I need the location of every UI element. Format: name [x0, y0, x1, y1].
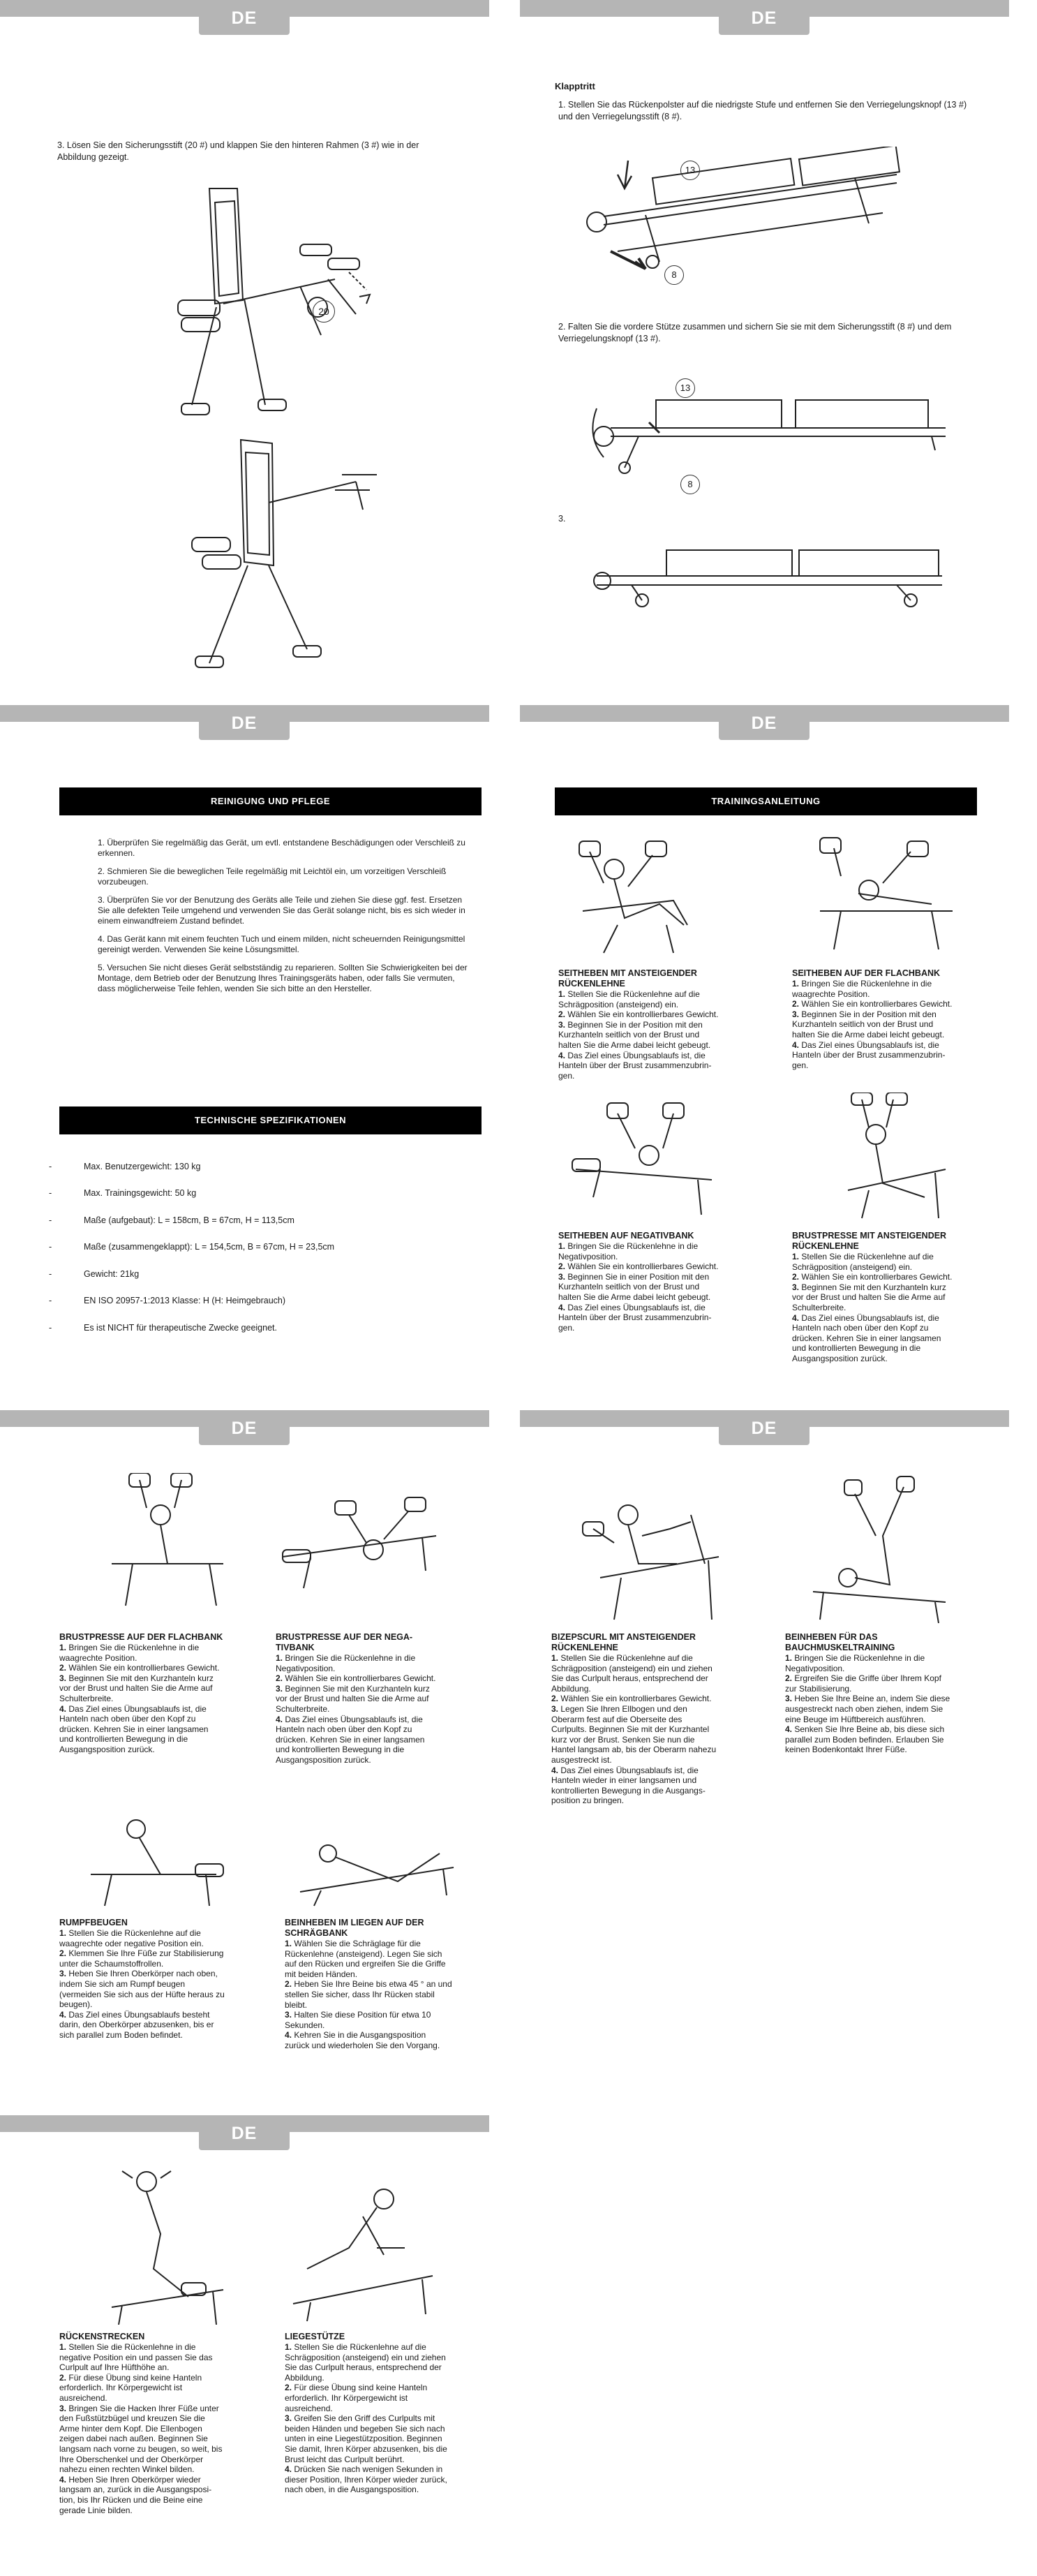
- exercise-block: BEINHEBEN FÜR DAS BAUCHMUSKELTRAINING 1. Bringen Sie die Rückenlehne in die Negativposition. 2. Ergreifen Sie die Griffe über Ihrem Kopf zur Stabilisierung. 3. Heben Sie Ihre Beine an, indem Sie diese ausgestreckt nach oben ziehen, indem Sie eine Beuge im Hüftbereich ausführen. 4. Senken Sie Ihre Beine ab, bis diese sich parallel zum Boden befinden. Erlauben Sie keinen Bodenkontakt Ihrer Füße.: [785, 1632, 950, 1755]
- exercise-block: BIZEPSCURL MIT ANSTEIGENDER RÜCKENLEHNE 1. Stellen Sie die Rückenlehne auf die Schrägposition (ansteigend) ein und ziehen Sie das Curlpult heraus, entsprechend der Abbildung. 2. Wählen Sie ein kontrollierbares Gewicht. 3. Legen Sie Ihren Ellbogen und den Oberarm fest auf die Oberseite des Curlpults. Beginnen Sie mit der Kurzhantel kurz vor der Brust. Senken Sie nun die Hantel langsam ab, bis der Oberarm nahezu ausgestreckt ist. 4. Das Ziel eines Übungsablaufs ist, die Hanteln wieder in einer langsamen und kontrollierten Bewegung in die Ausgangs- position zu bringen.: [551, 1632, 717, 1806]
- section-title-klapptritt: Klapptritt: [555, 81, 595, 91]
- language-tab: DE: [199, 2122, 290, 2150]
- part-label-8: 8: [664, 265, 684, 285]
- exercise-illustration: [572, 1487, 740, 1627]
- page-4: [520, 705, 1009, 1403]
- care-item: 3. Überprüfen Sie vor der Benutzung des Geräts alle Teile und ziehen Sie diese ggf. fest. Ersetzen Sie alle defekten Teile umgehend und verwenden Sie das Gerät solange nicht, bis es sich wieder in einem einwandfreiem Zustand befindet.: [98, 895, 465, 926]
- exercise-block: BRUSTPRESSE AUF DER FLACHBANK 1. Bringen Sie die Rückenlehne in die waagrechte Position. 2. Wählen Sie ein kontrollierbares Gewicht. 3. Beginnen Sie mit den Kurzhanteln kurz vor der Brust und halten Sie die Arme auf Schulterbreite. 4. Das Ziel eines Übungsablaufs ist, die Hanteln nach oben über den Kopf zu drücken. Kehren Sie in einer langsamen und kontrollierten Bewegung in die Ausgangsposition zurück.: [59, 1632, 223, 1754]
- training-title-bar: TRAININGSANLEITUNG: [555, 787, 977, 815]
- care-item: 1. Überprüfen Sie regelmäßig das Gerät, um evtl. entstandene Beschädigungen oder Verschleiß zu erkennen.: [98, 838, 465, 858]
- bench-folding-illustration: [126, 175, 419, 677]
- page-1: [0, 0, 489, 698]
- page-3: DE REINIGUNG UND PFLEGE 1. Überprüfen Sie regelmäßig das Gerät, um evtl. entstandene Beschädigungen oder Verschleiß zu erkennen. 2. Schmieren Sie die beweglichen Teile regelmäßig mit Leichtöl ein, um vorzeitigen Verschleiß vorzubeugen. 3. Überprüfen Sie vor der Benutzung des Geräts alle Teile und ziehen Sie diese ggf. fest. Ersetzen Sie alle defekten Teile umgehend und verwenden Sie das Gerät solange nicht, bis es sich wieder in einem einwandfreiem Zustand befindet. 4. Das Gerät kann mit einem feuchten Tuch und einem milden, nicht scheuernden Reinigungsmittel gereinigt werden. Verwenden Sie keine Lösungsmittel. 5. Versuchen Sie nicht dieses Gerät selbstständig zu reparieren. Sollten Sie Schwierigkeiten bei der Montage, dem Betrieb oder der Benutzung Ihres Trainingsgeräts haben, oder falls Sie vermuten, dass möglicherweise Teile fehlen, wenden Sie sich bitte an den Hersteller. TECHNISCHE SPEZIFIKATIONEN - Max. Benutzergewicht: 130 kg - Max. Trainingsgewicht: 50 kg - Maße (aufgebaut): L = 158cm, B = 67cm, H = 113,5cm - Maße (zusammengeklappt): L = 154,5cm, B = 67cm, H = 23,5cm - Gewicht: 21kg - EN ISO 20957-1:2013 Klasse: H (H: Heimgebrauch) - Es ist NICHT für therapeutische Zwecke geeignet.: [0, 705, 489, 1403]
- language-tab: DE: [719, 1417, 810, 1445]
- care-title-bar: REINIGUNG UND PFLEGE: [59, 787, 482, 815]
- exercise-illustration: [785, 1473, 967, 1627]
- spec-title-bar: TECHNISCHE SPEZIFIKATIONEN: [59, 1106, 482, 1134]
- klapptritt-step-1: 1. Stellen Sie das Rückenpolster auf die niedrigste Stufe und entfernen Sie den Verriegelungsknopf (13 #) und den Verriegelungsstift (8 #).: [558, 100, 967, 121]
- exercise-block: BRUSTPRESSE MIT ANSTEIGENDER RÜCKENLEHNE 1. Stellen Sie die Rückenlehne auf die Schrägposition (ansteigend) ein. 2. Wählen Sie ein kontrollierbares Gewicht. 3. Beginnen Sie mit den Kurzhanteln kurz vor der Brust und halten Sie die Arme auf Schulterbreite. 4. Das Ziel eines Übungsablaufs ist, die Hanteln nach oben über den Kopf zu drücken. Kehren Sie in einer langsamen und kontrollierten Bewegung in die Ausgangsposition zurück.: [792, 1231, 953, 1363]
- exercise-block: LIEGESTÜTZE 1. Stellen Sie die Rückenlehne auf die Schrägposition (ansteigend) ein und ziehen Sie das Curlpult heraus, entsprechend der Abbildung. 2. Für diese Übung sind keine Hanteln erforderlich. Ihr Körpergewicht ist ausreichend. 3. Greifen Sie den Griff des Curlpults mit beiden Händen und begeben Sie sich nach unten in eine Liegestützposition. Beginnen Sie damit, Ihren Körper abzusenken, bis die Brust leicht das Curlpult berührt. 4. Drücken Sie nach wenigen Sekunden in dieser Position, Ihren Körper wieder zurück, nach oben, in die Ausgangsposition.: [285, 2332, 447, 2495]
- exercise-block: RUMPFBEUGEN 1. Stellen Sie die Rückenlehne auf die waagrechte oder negative Position ein. 2. Klemmen Sie Ihre Füße zur Stabilisierung unter die Schaumstoffrollen. 3. Heben Sie Ihren Oberkörper nach oben, indem Sie sich am Rumpf beugen (vermeiden Sie sich aus der Hüfte heraus zu beugen). 4. Das Ziel eines Übungsablaufs besteht darin, den Oberkörper abzusenken, bis er sich parallel zum Boden befindet.: [59, 1918, 225, 2040]
- page-7: [0, 2115, 489, 2576]
- care-item: 2. Schmieren Sie die beweglichen Teile regelmäßig mit Leichtöl ein, um vorzeitigen Verschleiß vorzubeugen.: [98, 866, 447, 887]
- exercise-block: SEITHEBEN MIT ANSTEIGENDER RÜCKENLEHNE 1. Stellen Sie die Rückenlehne auf die Schrägposition (ansteigend) ein. 2. Wählen Sie ein kontrollierbares Gewicht. 3. Beginnen Sie in der Position mit den Kurzhanteln seitlich von der Brust und halten Sie die Arme dabei leicht gebeugt. 4. Das Ziel eines Übungsablaufs ist, die Hanteln über der Brust zusammenzubrin- gen.: [558, 968, 719, 1081]
- exercise-block: RÜCKENSTRECKEN 1. Stellen Sie die Rückenlehne in die negative Position ein und passen Sie das Curlpult auf Ihre Hüfthöhe an. 2. Für diese Übung sind keine Hanteln erforderlich. Ihr Körpergewicht ist ausreichend. 3. Bringen Sie die Hacken Ihrer Füße unter den Fußstützbügel und kreuzen Sie die Arme hinter dem Kopf. Die Ellenbogen zeigen dabei nach außen. Beginnen Sie langsam nach vorne zu beugen, so weit, bis Ihre Oberschenkel und der Oberkörper nahezu einen rechten Winkel bilden. 4. Heben Sie Ihren Oberkörper wieder langsam an, zurück in die Ausgangsposi- tion, bis Ihr Rücken und die Beine eine gerade Linie bilden.: [59, 2332, 223, 2515]
- klapptritt-step-2: 2. Falten Sie die vordere Stütze zusammen und sichern Sie sie mit dem Sicherungsstift (8 #) und dem Verriegelungsknopf (13 #).: [558, 322, 952, 343]
- care-item: 4. Das Gerät kann mit einem feuchten Tuch und einem milden, nicht scheuernden Reinigungsmittel gereinigt werden. Verwenden Sie keine Lösungsmittel.: [98, 934, 465, 954]
- care-list: [98, 838, 475, 1002]
- folding-step-3: 3. Lösen Sie den Sicherungsstift (20 #) und klappen Sie den hinteren Rahmen (3 #) wie in der Abbildung gezeigt.: [57, 140, 419, 162]
- language-tab: DE: [199, 7, 290, 35]
- klapptritt-step-3: 3.: [558, 514, 566, 524]
- exercise-illustration: [558, 1093, 726, 1225]
- exercise-block: BRUSTPRESSE AUF DER NEGA- TIVBANK 1. Bringen Sie die Rückenlehne in die Negativposition. 2. Wählen Sie ein kontrollierbares Gewicht. 3. Beginnen Sie mit den Kurzhanteln kurz vor der Brust und halten Sie die Arme auf Schulterbreite. 4. Das Ziel eines Übungsablaufs ist, die Hanteln nach oben über den Kopf zu drücken. Kehren Sie in einer langsamen und kontrollierten Bewegung in die Ausgangsposition zurück.: [276, 1632, 436, 1765]
- exercise-illustration: [279, 2164, 447, 2325]
- exercise-block: SEITHEBEN AUF NEGATIVBANK 1. Bringen Sie die Rückenlehne in die Negativposition. 2. Wählen Sie ein kontrollierbares Gewicht. 3. Beginnen Sie in einer Position mit den Kurzhanteln seitlich von der Brust und halten Sie die Arme dabei leicht gebeugt. 4. Das Ziel eines Übungsablaufs ist, die Hanteln über der Brust zusammenzubrin- gen.: [558, 1231, 719, 1333]
- klapptritt-illustration-2: [583, 367, 960, 485]
- part-label-8b: 8: [680, 475, 700, 494]
- page-5: [0, 1410, 489, 2108]
- exercise-illustration: [792, 820, 973, 960]
- klapptritt-illustration-3: [590, 538, 953, 614]
- exercise-illustration: [70, 1808, 237, 1913]
- exercise-illustration: [269, 1473, 450, 1613]
- exercise-illustration: [91, 2157, 244, 2325]
- page-6: [520, 1410, 1009, 2108]
- exercise-block: BEINHEBEN IM LIEGEN AUF DER SCHRÄGBANK 1. Wählen Sie die Schräglage für die Rückenlehne (ansteigend). Legen Sie sich auf den Rücken und ergreifen Sie die Griffe mit beiden Händen. 2. Heben Sie Ihre Beine bis etwa 45 ° an und stellen Sie sicher, dass Ihr Rücken stabil bleibt. 3. Halten Sie diese Position für etwa 10 Sekunden. 4. Kehren Sie in die Ausgangsposition zurück und wiederholen Sie den Vorgang.: [285, 1918, 452, 2050]
- care-item: 5. Versuchen Sie nicht dieses Gerät selbstständig zu reparieren. Sollten Sie Schwierigkeiten bei der Montage, dem Betrieb oder der Benutzung Ihres Trainingsgeräts haben, oder falls Sie vermuten, dass möglicherweise Teile fehlen, wenden Sie sich bitte an den Hersteller.: [98, 963, 468, 993]
- part-label-13: 13: [680, 161, 700, 180]
- page-2: [520, 0, 1009, 698]
- exercise-illustration: [820, 1093, 960, 1225]
- language-tab: DE: [719, 7, 810, 35]
- exercise-illustration: [84, 1473, 237, 1613]
- part-label-13b: 13: [676, 378, 695, 398]
- exercise-block: SEITHEBEN AUF DER FLACHBANK 1. Bringen Sie die Rückenlehne in die waagrechte Position. 2. Wählen Sie ein kontrollierbares Gewicht. 3. Beginnen Sie in der Position mit den Kurzhanteln seitlich von der Brust und halten Sie die Arme dabei leicht gebeugt. 4. Das Ziel eines Übungsablaufs ist, die Hanteln über der Brust zusammenzubrin- gen.: [792, 968, 953, 1070]
- exercise-illustration: [562, 820, 715, 960]
- exercise-illustration: [286, 1826, 468, 1909]
- language-tab: DE: [199, 712, 290, 740]
- klapptritt-illustration-1: [576, 147, 911, 286]
- language-tab: DE: [199, 1417, 290, 1445]
- language-tab: DE: [719, 712, 810, 740]
- part-label-20: 20: [313, 300, 335, 323]
